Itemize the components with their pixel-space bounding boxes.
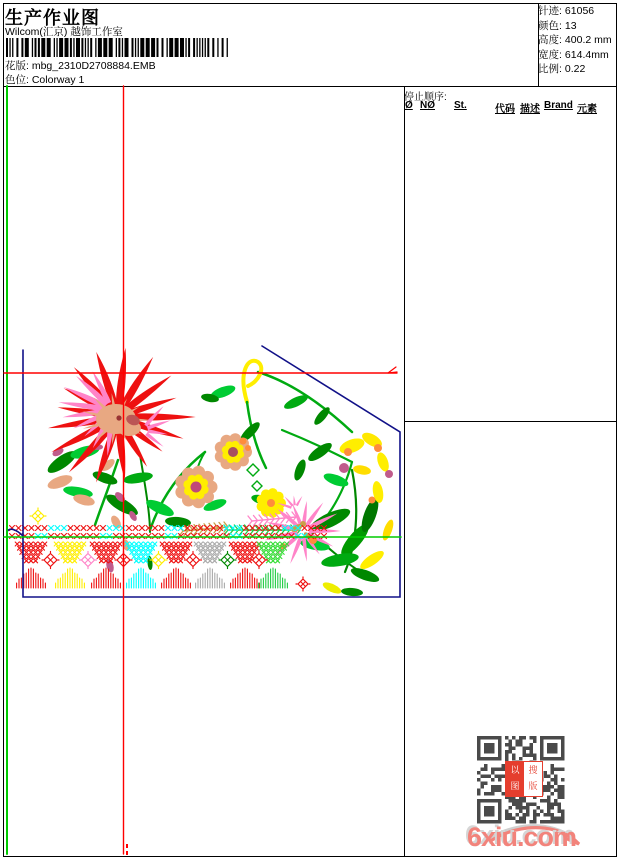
col-head-st: St. [454, 100, 467, 111]
worksheet-page [3, 3, 617, 857]
info-label: 针迹: [538, 5, 562, 17]
col-head-seq: Ø [405, 100, 413, 111]
colorway-value: Colorway 1 [31, 74, 85, 86]
info-label: 高度: [538, 34, 562, 47]
site-logo: 6xiu.com [467, 822, 577, 852]
col-head-desc: 描述 [520, 104, 540, 115]
pattern-row [5, 58, 156, 73]
info-value: 400.2 mm [564, 34, 612, 47]
watermark-stamp [505, 761, 543, 797]
info-label: 宽度: [538, 48, 562, 61]
header-divider [4, 86, 616, 87]
info-value: 614.4mm [564, 48, 609, 61]
col-head-needle: NØ [420, 100, 435, 111]
col-head-code: 代码 [495, 104, 515, 115]
pattern-label: 花版: [5, 60, 29, 72]
stamp-left-chars: 以 图 [506, 762, 524, 796]
info-label: 比例: [538, 63, 562, 76]
info-value: 0.22 [564, 63, 586, 76]
col-head-brand: Brand [544, 100, 573, 111]
barcode [6, 38, 234, 58]
info-line [538, 33, 612, 48]
table-bottom-border [404, 421, 616, 422]
colorway-row [5, 72, 84, 87]
stamp-right-chars: 搜 版 [528, 765, 538, 791]
pattern-value: mbg_2310D2708884.EMB [31, 60, 156, 72]
page-title: 生产作业图 [5, 8, 100, 28]
info-line [538, 62, 612, 77]
studio-subtitle: Wilcom(汇京) 越饰工作室 [5, 26, 123, 38]
colorway-label: 色位: [5, 74, 29, 86]
stop-sequence-title: 停止顺序: [404, 92, 447, 103]
info-value: 61056 [564, 5, 595, 17]
info-line [538, 19, 612, 34]
design-info-box [538, 4, 612, 77]
info-line [538, 48, 612, 63]
table-left-border [404, 86, 405, 856]
col-head-element: 元素 [577, 104, 597, 115]
info-line [538, 4, 612, 19]
info-value: 13 [564, 19, 577, 32]
info-label: 颜色: [538, 19, 562, 32]
